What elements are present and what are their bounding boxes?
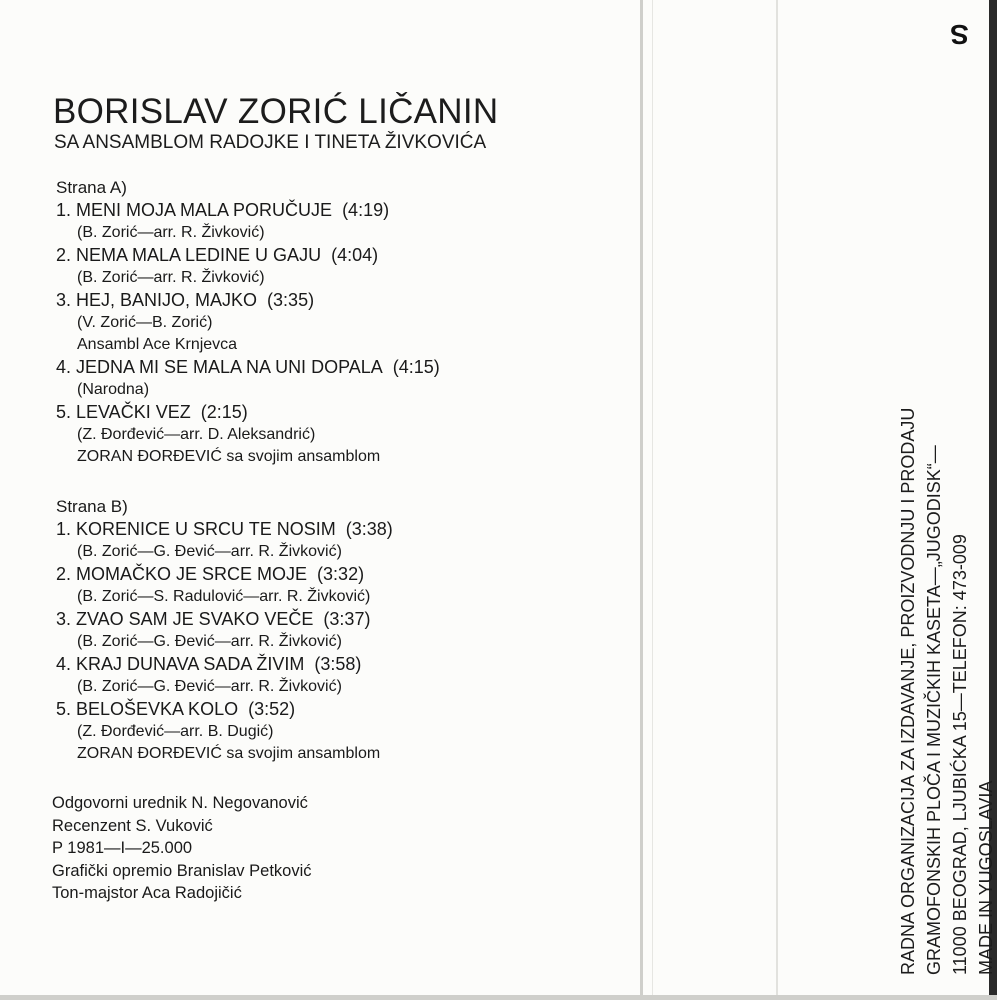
track-number: 5.: [56, 699, 72, 719]
track-number: 2.: [56, 564, 72, 584]
track-title: KORENICE U SRCU TE NOSIM: [76, 519, 336, 539]
track-duration: (4:15): [392, 357, 440, 377]
track-title: MOMAČKO JE SRCE MOJE: [76, 564, 308, 584]
track-title: MENI MOJA MALA PORUČUJE: [76, 200, 333, 220]
track-item: [56, 244, 440, 289]
track-number: 1.: [56, 519, 72, 539]
track-item: [56, 199, 440, 244]
track-credit: (Z. Đorđević—arr. D. Aleksandrić): [77, 426, 316, 443]
side-b-label: Strana B): [56, 497, 128, 516]
track-item: [56, 401, 440, 468]
track-credit: (B. Zorić—G. Đević—arr. R. Živković): [77, 543, 342, 560]
fold-line: [776, 0, 778, 1000]
track-credit: (V. Zorić—B. Zorić): [77, 314, 213, 331]
track-credit: (Narodna): [77, 381, 150, 398]
track-number: 5.: [56, 402, 72, 422]
track-item: [56, 356, 440, 401]
track-title: JEDNA MI SE MALA NA UNI DOPALA: [76, 357, 383, 377]
track-item: [56, 289, 440, 356]
track-title: NEMA MALA LEDINE U GAJU: [76, 245, 322, 265]
track-title-line: [56, 244, 440, 267]
track-duration: (3:58): [314, 654, 362, 674]
track-item: [56, 698, 393, 765]
track-duration: (3:38): [345, 519, 393, 539]
side-b-tracks: [56, 518, 393, 765]
track-credit: ZORAN ĐORĐEVIĆ sa svojim ansamblom: [77, 745, 381, 762]
track-title-line: [56, 518, 393, 541]
credits-block: [52, 792, 312, 905]
credit-line: Recenzent S. Vuković: [52, 816, 213, 835]
credit-line: Odgovorni urednik N. Negovanović: [52, 794, 308, 812]
corner-mark: S: [950, 19, 969, 50]
publisher-line: RADNA ORGANIZACIJA ZA IZDAVANJE, PROIZVODNJU I PRODAJU: [898, 407, 918, 975]
track-title-line: [56, 698, 393, 721]
track-duration: (3:32): [317, 564, 365, 584]
track-credit: (B. Zorić—G. Đević—arr. R. Živković): [77, 633, 342, 650]
side-a-label: Strana A): [56, 178, 127, 197]
track-title-line: [56, 401, 440, 424]
fold-line: [652, 0, 653, 1000]
track-credit: ZORAN ĐORĐEVIĆ sa svojim ansamblom: [77, 448, 381, 465]
credit-line: P 1981—I—25.000: [52, 839, 193, 857]
track-title-line: [56, 653, 393, 676]
track-duration: (2:15): [200, 402, 248, 422]
track-credit: (B. Zorić—arr. R. Živković): [77, 269, 265, 286]
track-item: [56, 563, 393, 608]
track-title-line: [56, 356, 440, 379]
album-artist-title: BORISLAV ZORIĆ LIČANIN: [53, 92, 499, 131]
track-duration: (3:35): [267, 290, 315, 310]
track-number: 1.: [56, 200, 72, 220]
side-a-tracks: [56, 199, 440, 468]
track-item: [56, 518, 393, 563]
track-credit: (B. Zorić—arr. R. Živković): [77, 224, 265, 241]
track-title: LEVAČKI VEZ: [76, 402, 191, 422]
track-title-line: [56, 289, 440, 312]
publisher-line: 11000 BEOGRAD, LJUBIĆKA 15—TELEFON: 473-009: [950, 534, 970, 975]
track-title: KRAJ DUNAVA SADA ŽIVIM: [76, 654, 305, 674]
track-credit: (B. Zorić—G. Đević—arr. R. Živković): [77, 678, 342, 695]
album-subtitle: SA ANSAMBLOM RADOJKE I TINETA ŽIVKOVIĆA: [54, 132, 487, 153]
track-number: 3.: [56, 609, 72, 629]
publisher-line: MADE IN YUGOSLAVIA: [976, 780, 996, 975]
track-title: HEJ, BANIJO, MAJKO: [76, 290, 258, 310]
track-duration: (3:37): [323, 609, 371, 629]
publisher-line: GRAMOFONSKIH PLOČA I MUZIČKIH KASETA—„JUGODISK“—: [924, 445, 944, 975]
track-title-line: [56, 199, 440, 222]
track-number: 3.: [56, 290, 72, 310]
track-item: [56, 653, 393, 698]
track-item: [56, 608, 393, 653]
track-credit: Ansambl Ace Krnjevca: [77, 336, 238, 353]
track-title-line: [56, 608, 393, 631]
track-duration: (4:19): [342, 200, 390, 220]
track-title: BELOŠEVKA KOLO: [76, 699, 239, 719]
publisher-info-vertical: [895, 408, 997, 975]
credit-line: Ton-majstor Aca Radojičić: [52, 884, 242, 902]
credit-line: Grafički opremio Branislav Petković: [52, 861, 312, 880]
track-duration: (3:52): [248, 699, 296, 719]
track-duration: (4:04): [331, 245, 379, 265]
track-title: ZVAO SAM JE SVAKO VEČE: [76, 609, 314, 629]
track-number: 2.: [56, 245, 72, 265]
side-a-tracklist: [56, 177, 440, 468]
track-credit: (Z. Đorđević—arr. B. Dugić): [77, 723, 274, 740]
fold-line: [640, 0, 643, 1000]
track-number: 4.: [56, 654, 72, 674]
scan-edge: [0, 995, 997, 1000]
side-b-tracklist: [56, 496, 393, 765]
track-number: 4.: [56, 357, 72, 377]
track-title-line: [56, 563, 393, 586]
track-credit: (B. Zorić—S. Radulović—arr. R. Živković): [77, 588, 371, 605]
